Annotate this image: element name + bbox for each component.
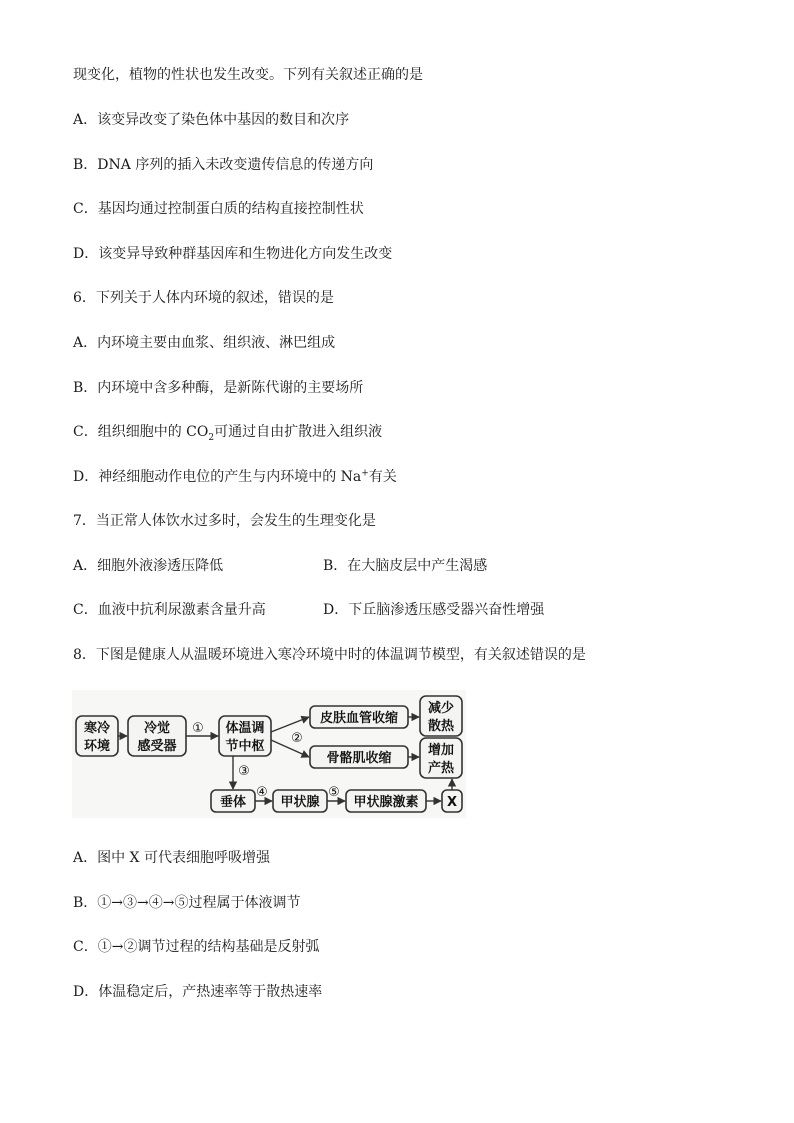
q6-option-b: B．内环境中含多种酶，是新陈代谢的主要场所 [73,380,364,396]
question-7-stem: 7．当正常人体饮水过多时，会发生的生理变化是 [73,513,376,529]
option-c: C．基因均通过控制蛋白质的结构直接控制性状 [73,201,364,217]
pituitary-label: 垂体 [219,795,247,810]
question-8-stem: 8．下图是健康人从温暖环境进入寒冷环境中时的体温调节模型，有关叙述错误的是 [73,647,586,663]
q8-option-d: D．体温稳定后，产热速率等于散热速率 [73,984,323,1000]
cold-receptor-line2: 感受器 [137,739,177,754]
q7-option-d: D．下丘脑渗透压感受器兴奋性增强 [323,602,545,618]
option-b: B．DNA 序列的插入未改变遗传信息的传递方向 [73,157,374,173]
q6d-text-tail: 有关 [368,469,397,485]
cold-receptor-line1: 冷觉 [143,721,171,736]
skin-vessel-label: 皮肤血管收缩 [319,711,399,726]
q7-option-c: C．血液中抗利尿激素含量升高 [73,602,266,618]
q6-option-d [73,467,397,487]
step-3-label: ③ [238,764,250,779]
step-4-label: ④ [256,785,268,800]
q7-option-a: A．细胞外液渗透压降低 [73,558,224,574]
increase-line2: 产热 [427,761,455,776]
q6c-text-tail: 可通过自由扩散进入组织液 [214,424,383,440]
text-line: 现变化，植物的性状也发生改变。下列有关叙述正确的是 [73,67,423,83]
step-2-label: ② [291,731,303,746]
reduce-line1: 减少 [427,701,455,716]
q6-option-a: A．内环境主要由血浆、组织液、淋巴组成 [73,335,336,351]
q8-option-c: C．①→②调节过程的结构基础是反射弧 [73,939,320,955]
superscript: + [361,468,369,479]
step-5-label: ⑤ [328,785,340,800]
center-line2: 节中枢 [225,739,265,754]
diagram-svg [72,690,466,818]
cold-env-line1: 寒冷 [83,721,111,736]
skeletal-muscle-label: 骨骼肌收缩 [326,751,392,766]
step-1-label: ① [192,721,204,736]
arrow-center-to-muscle [271,740,309,757]
cold-env-line2: 环境 [83,739,111,754]
option-a: A．该变异改变了染色体中基因的数目和次序 [73,112,350,128]
x-label: X [446,795,458,810]
subscript: 2 [208,432,215,443]
q8-option-a: A．图中 X 可代表细胞呼吸增强 [73,850,270,866]
arrow-center-to-skin [271,717,309,732]
thermoregulation-diagram [72,690,466,818]
thyroid-label: 甲状腺 [280,795,320,810]
q6-option-c [73,422,382,442]
q6d-text: D．神经细胞动作电位的产生与内环境中的 Na [73,469,362,485]
q6c-text: C．组织细胞中的 CO [73,424,209,440]
thyroxine-label: 甲状腺激素 [353,795,419,810]
q8-option-b: B．①→③→④→⑤过程属于体液调节 [73,895,301,911]
increase-line1: 增加 [427,743,455,758]
center-line1: 体温调 [225,721,265,736]
q7-option-b: B．在大脑皮层中产生渴感 [323,558,488,574]
reduce-line2: 散热 [427,719,455,734]
question-6-stem: 6．下列关于人体内环境的叙述，错误的是 [73,290,334,306]
option-d: D．该变异导致种群基因库和生物进化方向发生改变 [73,246,393,262]
